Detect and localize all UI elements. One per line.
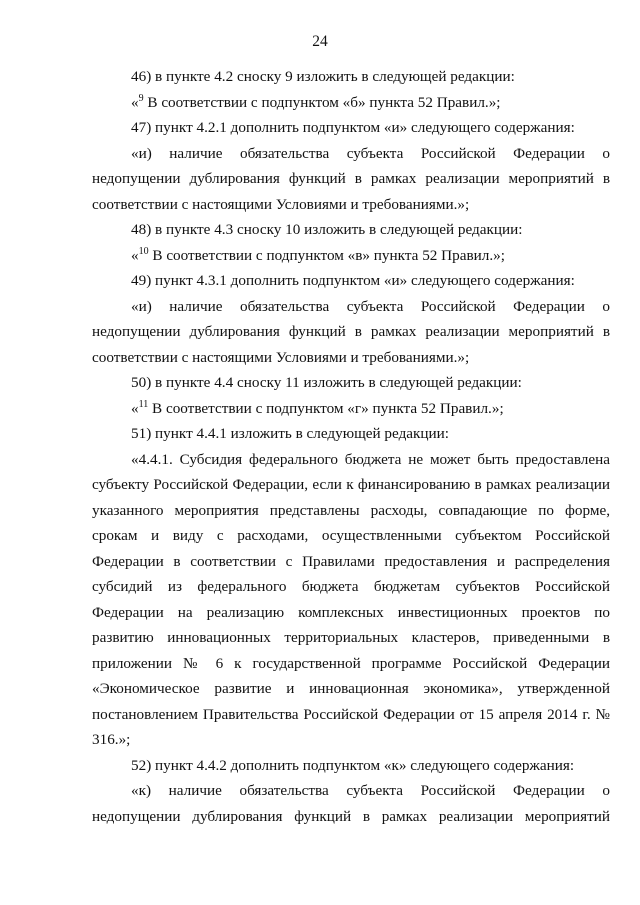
paragraph-48 [92, 217, 610, 243]
paragraph-text: 49) пункт 4.3.1 дополнить подпунктом «и» следующего содержания: [131, 272, 575, 289]
paragraph-text: В соответствии с подпунктом «г» пункта 52 Правил.»; [148, 399, 504, 417]
subitem-i-paragraph [92, 141, 610, 218]
paragraph-text: 52) пункт 4.4.2 дополнить подпунктом «к» следующего содержания: [131, 756, 575, 774]
footnote-11-paragraph [92, 396, 610, 422]
paragraph-47 [92, 115, 610, 141]
footnote-marker: 11 [138, 398, 149, 410]
paragraph-46 [92, 64, 610, 90]
paragraph-text: В соответствии с подпунктом «в» пункта 52 Правил.»; [148, 246, 505, 264]
page-number: 24 [312, 33, 328, 50]
open-quote: « [131, 93, 139, 111]
paragraph-text: «к) наличие обязательства субъекта Российской Федерации о недопущении дублирования функций в рамках реализации мероприятий [92, 782, 610, 825]
paragraph-51 [92, 421, 610, 447]
paragraph-text: «4.4.1. Субсидия федерального бюджета не может быть предоставлена субъекту Российской Федерации, если к финансированию в рамках реализации указанного мероприятия представлены расходы, совпадающие по форме, срокам и виду с расходами, осуществленными субъектом Российской Федерации в соответствии с Правилами предоставления и распределения субсидий из федерального бюджета бюджетам субъектов Российской Федерации на реализацию комплексных инвестиционных проектов по развитию инновационных территориальных кластеров, приведенными в приложении № 6 к государственной программе Российской Федерации «Экономическое развитие и инновационная экономика», утвержденной постановлением Правительства Российской Федерации от 15 апреля 2014 г. № 316.»; [92, 450, 610, 748]
paragraph-50 [92, 370, 610, 396]
subitem-k-paragraph [92, 778, 610, 829]
section-4-4-1-paragraph [92, 447, 610, 753]
paragraph-text: 50) в пункте 4.4 сноску 11 изложить в следующей редакции: [131, 374, 522, 391]
paragraph-text: «и) наличие обязательства субъекта Российской Федерации о недопущении дублирования функций в рамках реализации мероприятий в соответствии с настоящими Условиями и требованиями.»; [92, 297, 610, 366]
paragraph-text: «и) наличие обязательства субъекта Российской Федерации о недопущении дублирования функций в рамках реализации мероприятий в соответствии с настоящими Условиями и требованиями.»; [92, 144, 610, 213]
paragraph-text: 46) в пункте 4.2 сноску 9 изложить в следующей редакции: [131, 68, 515, 85]
footnote-10-paragraph [92, 243, 610, 269]
footnote-9-paragraph [92, 90, 610, 116]
paragraph-text: 48) в пункте 4.3 сноску 10 изложить в следующей редакции: [131, 221, 523, 238]
footnote-marker: 9 [138, 92, 144, 104]
paragraph-text: В соответствии с подпунктом «б» пункта 52 Правил.»; [143, 93, 501, 111]
paragraph-49 [92, 268, 610, 294]
open-quote: « [131, 399, 139, 417]
paragraph-text: 51) пункт 4.4.1 изложить в следующей редакции: [131, 425, 450, 442]
footnote-marker: 10 [138, 245, 149, 257]
subitem-i-paragraph [92, 294, 610, 371]
paragraph-text: 47) пункт 4.2.1 дополнить подпунктом «и» следующего содержания: [131, 119, 575, 136]
document-body [92, 64, 610, 829]
open-quote: « [131, 246, 139, 264]
paragraph-52 [92, 753, 610, 779]
